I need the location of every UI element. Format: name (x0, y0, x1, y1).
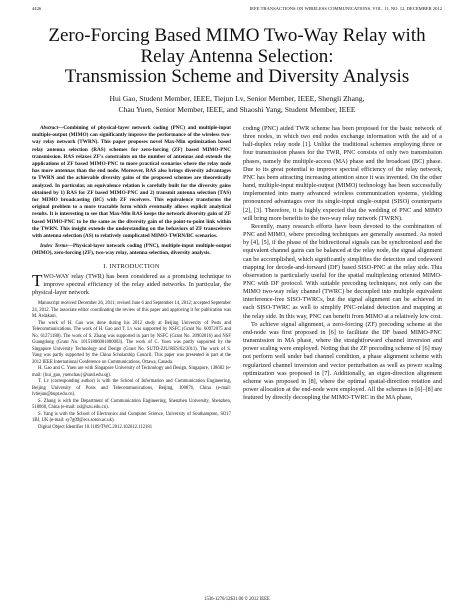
index-terms (32, 243, 231, 257)
title-line-2: Relay Antenna Selection: (140, 45, 334, 67)
section-heading: I. INTRODUCTION (103, 262, 160, 270)
running-header (32, 6, 442, 15)
journal-name: IEEE TRANSACTIONS ON WIRELESS COMMUNICATIONS, VOL. 11, NO. 12, DECEMBER 2012 (249, 6, 442, 11)
index-terms-text: Physical-layer network coding (PNC), multiple-input multiple-output (MIMO), zero-forcing (ZF), two-way relay, antenna selection, diversity analysis. (32, 243, 231, 257)
abstract-text: Combining of physical-layer network coding (PNC) and multiple-input multiple-output (MIMO) can significantly improve the performance of the wireless two-way relay network (TWRN). This paper proposes novel Max-Min optimization based relay antenna selection (RAS) schemes for zero-forcing (ZF) based MIMO-PNC transmission. RAS relaxes ZF's constraints on the number of antennas and extends the applications of ZF based MIMO-PNC to more practical scenarios where the relay node has more antennas than the end node. Moreover, RAS also brings diversity advantages to TWRN and the achievable diversity gains of the proposed schemes are theoretically analyzed. In particular, an equivalence relation is carefully built for the diversity gains obtained by 1) RAS for ZF based MIMO-PNC and 2) transmit antenna selection (TAS) for MIMO broadcasting (BC) with ZF receivers. This equivalence transforms the original problem to a more tractable form which eventually allows explicit analytical results. It is interesting to see that Max-Min RAS keeps the network diversity gain of ZF based MIMO-PNC to be the same as the diversity gain of the point-to-point link within the TWRN. This insight extends the understanding on the behaviors of ZF transceivers with antenna selection (AS) to relatively complicated MIMO-TWRN/BC scenarios. (32, 125, 231, 240)
copyright-footer: 1536-1276/12$31.00 © 2012 IEEE (204, 597, 270, 602)
footnote: Manuscript received December 26, 2011; revised June 6 and September 14, 2012; accepted September 24, 2012. The associate editor coordinating the review of this paper and approving it for publication was M. Ardakani. (32, 301, 231, 320)
authors-line-2: Chau Yuen, Senior Member, IEEE, and Shaoshi Yang, Student Member, IEEE (118, 105, 356, 114)
authors-line-1: Hui Gao, Student Member, IEEE, Tiejun Lv, Senior Member, IEEE, Shengli Zhang, (109, 94, 365, 103)
footnote: S. Yang is with the School of Electronics and Computer Science, University of Southampton, SO17 1BJ, UK (e-mail: sy7g09@ecs.soton.ac.uk). (32, 411, 231, 424)
intro-paragraph (32, 270, 231, 297)
abstract (32, 125, 231, 240)
doi-footnote: Digital Object Identifier 10.1109/TWC.2012.102612.112181 (38, 424, 153, 430)
intro-text: WO-WAY relay (TWR) has been considered as a promising technique to improve spectral efficiency of the relay aided networks. In particular, the physical-layer network (32, 272, 231, 296)
footnote: T. Lv (corresponding author) is with the School of Information and Communication Engineering, Beijing University of Posts and Telecommunications, Beijing, 100876, China (e-mail: lvtiejun@bupt.edu.cn). (32, 379, 231, 398)
footnote: S. Zhang is with the Department of Communication Engineering, Shenzhen University, Shenzhen, 518060, China (e-mail: zsl@szu.edu.cn). (32, 398, 231, 411)
body-paragraph: To achieve signal alignment, a zero-forcing (ZF) precoding scheme at the end-node was first proposed in [6] to facilitate the DF based MIMO-PNC transmission in MA phase, where the straightforward channel inversion and power scaling were employed. Noting that the ZF precoding scheme of [6] may not perform well under bad channel condition, a phase alignment scheme with regularized channel inversion and vector perturbation as well as power scaling optimization was proposed in [7]. Additionally, an eigen-direction alignment scheme was proposed in [8], where the optimal spatial-direction rotation and power allocation at the end-node were employed. All the schemes in [6]–[8] are featured by directly decoupling the MIMO-TWRC in the MA phase, (243, 320, 442, 402)
abstract-label: Abstract— (40, 125, 64, 131)
footnote: The work of H. Gao was done during his 2012 study at Beijing University of Posts and Telecommunications. The work of H. Gao and T. Lv was supported by NSFC (Grant No. 60972075 and No. 61271188). The work of S. Zhang was supported in part by NSFC (Grant No. 20902016) and NSF Guangdong (Grant No. 10151806001000003). The work of C. Yuen was partly supported by the Singapore University Technology and Design (Grant No. SUTD-ZJU/RES/02/2011). The work of S. Yang was partly supported by the China Scholarship Council. This paper was presented in part at the 2012 IEEE International Conference on Communications, Ottawa, Canada. (32, 320, 231, 365)
page-number: 4426 (32, 6, 42, 11)
author-list (30, 93, 444, 115)
body-paragraph: Recently, many research efforts have been devoted to the combination of PNC and MIMO, where precoding techniques are generally assumed. As noted by [4], [5], if the phase of the bidirectional signals can be synchronized and the equivalent channel gains can be balanced at the relay node, the signal alignment can be accomplished, which significantly simplifies the detection and codeword mapping for decode-and-forward (DF) based SISO-PNC at the relay side. This observation is particularly useful for the spatial multiplexing oriented MIMO-PNC with DF protocol. With suitable precoding techniques, not only can the MIMO two-way relay channel (TWRC) be decoupled into multiple equivalent interference-free SISO-TWRCs, but the signal alignment can be achieved in each SISO-TWRC as well to simplify PNC-related detection and mapping at the relay side. In this way, PNC can benefit from MIMO at a relatively low cost. (243, 222, 442, 320)
title-line-1: Zero-Forcing Based MIMO Two-Way Relay with (48, 25, 426, 46)
right-column (243, 125, 442, 402)
drop-cap: T (32, 270, 43, 290)
title-line-3: Transmission Scheme and Diversity Analysis (64, 66, 410, 87)
index-terms-label: Index Terms— (40, 243, 73, 250)
left-column (32, 125, 231, 431)
footnote: H. Gao and C. Yuen are with Singapore University of Technology and Design, Singapore, 138682 (e-mail: {hui_gao, yuenchau}@sutd.edu.sg). (32, 366, 231, 378)
body-paragraph: coding (PNC) aided TWR scheme has been proposed for the basic network of three nodes, in which two end nodes exchange information with the aid of a half-duplex relay node [1]. Unlike the traditional schemes employing three or four transmission phases for the TWR, PNC consists of only two transmission phases, namely the multiple-access (MA) phase and the broadcast (BC) phase. Due to its great potential to improve spectral efficiency of the relay network, PNC has been attracting increasing attention since it was invented. On the other hand, multiple-input multiple-output (MIMO) technology has been successfully implemented into many advanced wireless communication systems, yielding pronounced advantages over its single-input single-output (SISO) counterparts [2], [3]. Therefore, it is highly expected that the wedding of PNC and MIMO will bring more benefits to the two-way relay network (TWRN). (243, 125, 442, 222)
paper-title (20, 26, 454, 88)
footnotes (32, 301, 231, 431)
